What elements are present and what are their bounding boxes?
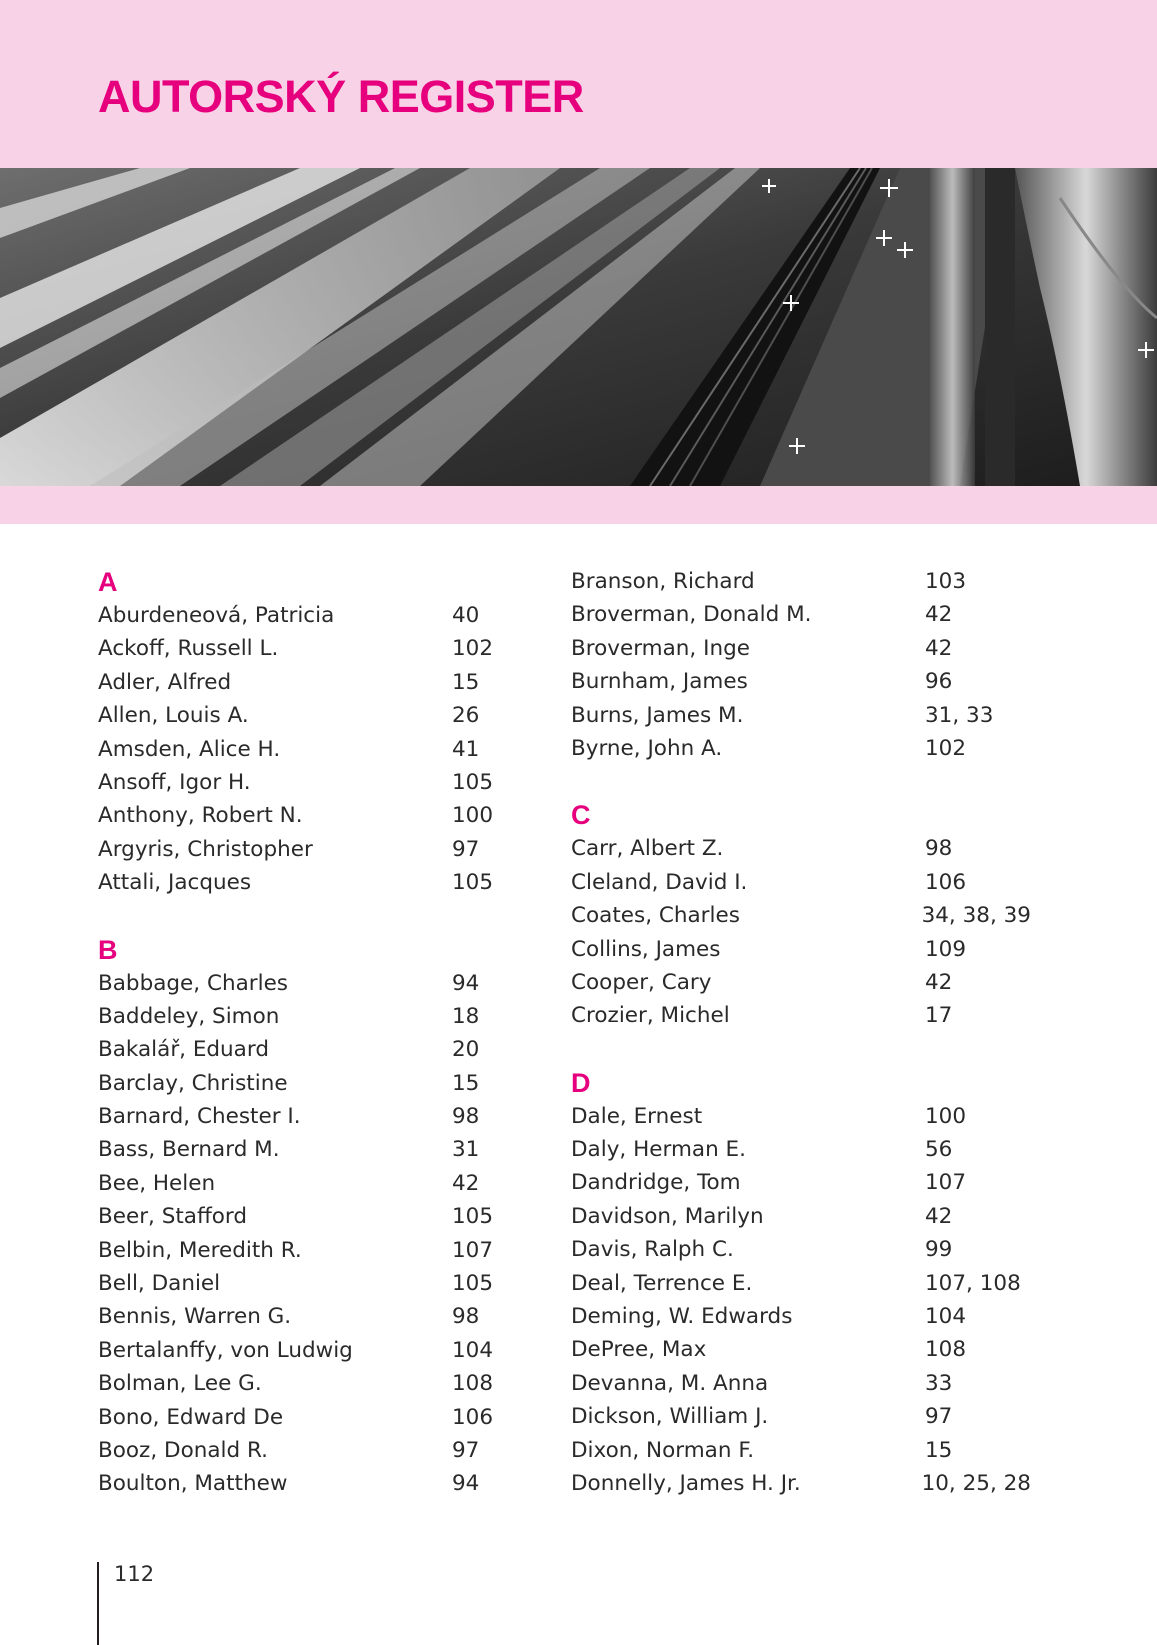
index-entry xyxy=(98,733,498,766)
footer-rule xyxy=(97,1562,99,1645)
page-number: 112 xyxy=(114,1562,155,1586)
page-refs: 42 xyxy=(925,635,953,661)
author-name: Adler, Alfred xyxy=(98,669,232,695)
author-name: Barclay, Christine xyxy=(98,1070,288,1096)
author-name: Deming, W. Edwards xyxy=(571,1304,793,1330)
page-refs: 107 xyxy=(452,1237,494,1263)
index-entry xyxy=(98,766,498,799)
author-name: Branson, Richard xyxy=(571,569,755,594)
page-refs: 15 xyxy=(452,669,480,695)
page-refs: 42 xyxy=(925,1203,953,1229)
index-entry xyxy=(98,599,498,632)
author-name: Collins, James xyxy=(571,936,721,962)
index-entry xyxy=(98,1067,498,1100)
page-refs: 99 xyxy=(925,1237,953,1263)
author-name: Donnelly, James H. Jr. xyxy=(571,1470,801,1496)
page-refs: 98 xyxy=(452,1104,480,1130)
index-entry xyxy=(98,666,498,699)
page-refs: 97 xyxy=(925,1404,953,1430)
index-letter: D xyxy=(571,1067,591,1098)
index-entry xyxy=(571,632,1031,665)
author-name: Ansoff, Igor H. xyxy=(98,769,251,795)
page-refs: 33 xyxy=(925,1370,953,1396)
author-name: Byrne, John A. xyxy=(571,735,723,761)
index-entry xyxy=(571,832,1031,865)
index-group-b xyxy=(98,933,498,1501)
index-entry xyxy=(571,565,1031,598)
index-entry xyxy=(571,1434,1031,1467)
author-name: Dandridge, Tom xyxy=(571,1170,741,1196)
index-entry xyxy=(571,1100,1031,1133)
index-entry xyxy=(98,1434,498,1467)
author-name: Dickson, William J. xyxy=(571,1404,769,1430)
author-name: Bono, Edward De xyxy=(98,1404,284,1430)
index-entry xyxy=(571,1467,1031,1500)
page-refs: 41 xyxy=(452,736,480,762)
index-entry xyxy=(571,966,1031,999)
author-name: Allen, Louis A. xyxy=(98,703,249,729)
author-name: Boulton, Matthew xyxy=(98,1471,288,1497)
page-refs: 102 xyxy=(925,735,967,761)
author-name: Bertalanffy, von Ludwig xyxy=(98,1337,353,1363)
author-name: Baddeley, Simon xyxy=(98,1003,280,1029)
author-name: Dale, Ernest xyxy=(571,1103,703,1129)
page-refs: 106 xyxy=(925,869,967,895)
index-entry xyxy=(98,632,498,665)
page-refs: 104 xyxy=(925,1304,967,1330)
author-name: Burns, James M. xyxy=(571,702,744,728)
index-entry xyxy=(571,1233,1031,1266)
index-entry xyxy=(571,699,1031,732)
author-name: Cooper, Cary xyxy=(571,969,712,995)
index-group-b-continued xyxy=(571,565,1031,765)
page-refs: 31, 33 xyxy=(925,702,994,728)
page-refs: 18 xyxy=(452,1003,480,1029)
author-name: Davidson, Marilyn xyxy=(571,1203,764,1229)
page-refs: 105 xyxy=(452,870,494,896)
index-entry xyxy=(571,1267,1031,1300)
index-entry xyxy=(98,967,498,1000)
page-refs: 31 xyxy=(452,1137,480,1163)
page-refs: 42 xyxy=(925,969,953,995)
author-name: Bakalář, Eduard xyxy=(98,1037,269,1063)
page-refs: 20 xyxy=(452,1037,480,1063)
page-refs: 94 xyxy=(452,1471,480,1497)
index-entry xyxy=(571,999,1031,1032)
page-refs: 17 xyxy=(925,1003,953,1029)
page-refs: 42 xyxy=(452,1170,480,1196)
index-entry xyxy=(98,833,498,866)
index-entry xyxy=(98,1200,498,1233)
author-name: Burnham, James xyxy=(571,669,748,695)
index-entry xyxy=(98,1234,498,1267)
index-entry xyxy=(98,866,498,899)
author-name: Bee, Helen xyxy=(98,1170,216,1196)
index-entry xyxy=(571,1367,1031,1400)
escalator-photo-icon xyxy=(0,168,1157,486)
index-entry xyxy=(98,1167,498,1200)
index-entry xyxy=(571,1400,1031,1433)
page-refs: 108 xyxy=(925,1337,967,1363)
index-entry xyxy=(571,1300,1031,1333)
author-name: Daly, Herman E. xyxy=(571,1137,746,1163)
author-name: Davis, Ralph C. xyxy=(571,1237,734,1263)
page-refs: 104 xyxy=(452,1337,494,1363)
index-left-column xyxy=(98,565,498,1501)
author-name: Bell, Daniel xyxy=(98,1271,221,1297)
page-refs: 97 xyxy=(452,1437,480,1463)
index-group-d xyxy=(571,1066,1031,1501)
page-refs: 40 xyxy=(452,603,480,628)
index-entry xyxy=(98,1100,498,1133)
index-entry xyxy=(571,1166,1031,1199)
author-name: Carr, Albert Z. xyxy=(571,836,724,862)
index-entry xyxy=(571,665,1031,698)
index-entry xyxy=(98,1300,498,1333)
page-refs: 105 xyxy=(452,1204,494,1230)
index-letter: A xyxy=(98,567,118,597)
index-letter: C xyxy=(571,800,591,831)
index-entry xyxy=(571,866,1031,899)
page-refs: 108 xyxy=(452,1371,494,1397)
author-name: Beer, Stafford xyxy=(98,1204,248,1230)
index-entry xyxy=(571,732,1031,765)
page-refs: 10, 25, 28 xyxy=(921,1470,1031,1496)
author-name: Deal, Terrence E. xyxy=(571,1270,753,1296)
author-name: Broverman, Inge xyxy=(571,635,750,661)
author-name: Broverman, Donald M. xyxy=(571,602,812,628)
page-refs: 107, 108 xyxy=(925,1270,1021,1296)
author-name: Anthony, Robert N. xyxy=(98,803,303,829)
author-name: Amsden, Alice H. xyxy=(98,736,281,762)
author-name: Cleland, David I. xyxy=(571,869,748,895)
page-refs: 94 xyxy=(452,970,480,996)
index-entry xyxy=(98,1467,498,1500)
page-refs: 15 xyxy=(925,1437,953,1463)
index-entry xyxy=(571,899,1031,932)
page-refs: 98 xyxy=(925,836,953,862)
page-refs: 26 xyxy=(452,703,480,729)
page-refs: 15 xyxy=(452,1070,480,1096)
index-entry xyxy=(98,1334,498,1367)
author-name: Crozier, Michel xyxy=(571,1003,730,1029)
author-name: Babbage, Charles xyxy=(98,970,288,996)
author-name: Bass, Bernard M. xyxy=(98,1137,280,1163)
author-name: Coates, Charles xyxy=(571,903,740,929)
page-refs: 105 xyxy=(452,1271,494,1297)
page-refs: 100 xyxy=(925,1103,967,1129)
author-name: Belbin, Meredith R. xyxy=(98,1237,302,1263)
page-refs: 42 xyxy=(925,602,953,628)
index-entry xyxy=(98,1401,498,1434)
index-entry xyxy=(571,933,1031,966)
page-refs: 109 xyxy=(925,936,967,962)
page-title: AUTORSKÝ REGISTER xyxy=(98,71,584,122)
author-name: Barnard, Chester I. xyxy=(98,1104,301,1130)
page-refs: 56 xyxy=(925,1137,953,1163)
author-name: Devanna, M. Anna xyxy=(571,1370,769,1396)
index-entry xyxy=(571,1200,1031,1233)
author-name: DePree, Max xyxy=(571,1337,707,1363)
index-entry xyxy=(571,598,1031,631)
author-name: Bennis, Warren G. xyxy=(98,1304,292,1330)
page-refs: 96 xyxy=(925,669,953,695)
page-refs: 100 xyxy=(452,803,494,829)
page-refs: 106 xyxy=(452,1404,494,1430)
index-group-a xyxy=(98,565,498,900)
page-refs: 105 xyxy=(452,769,494,795)
index-entry xyxy=(98,1267,498,1300)
page-refs: 103 xyxy=(925,569,967,594)
author-name: Dixon, Norman F. xyxy=(571,1437,755,1463)
index-entry xyxy=(571,1333,1031,1366)
page-refs: 107 xyxy=(925,1170,967,1196)
index-right-column xyxy=(571,565,1031,1500)
index-entry xyxy=(98,1000,498,1033)
author-name: Ackoff, Russell L. xyxy=(98,636,279,662)
page-refs: 98 xyxy=(452,1304,480,1330)
index-letter: B xyxy=(98,934,118,965)
page-refs: 97 xyxy=(452,836,480,862)
page-refs: 102 xyxy=(452,636,494,662)
index-entry xyxy=(98,1133,498,1166)
index-entry xyxy=(571,1133,1031,1166)
page-refs: 34, 38, 39 xyxy=(921,903,1031,929)
author-name: Bolman, Lee G. xyxy=(98,1371,262,1397)
index-group-c xyxy=(571,798,1031,1032)
author-name: Booz, Donald R. xyxy=(98,1437,268,1463)
author-name: Argyris, Christopher xyxy=(98,836,313,862)
author-name: Aburdeneová, Patricia xyxy=(98,603,335,628)
banner-bottom-band xyxy=(0,486,1157,524)
index-entry xyxy=(98,1367,498,1400)
author-name: Attali, Jacques xyxy=(98,870,252,896)
index-entry xyxy=(98,1033,498,1066)
index-entry xyxy=(98,799,498,832)
index-entry xyxy=(98,699,498,732)
